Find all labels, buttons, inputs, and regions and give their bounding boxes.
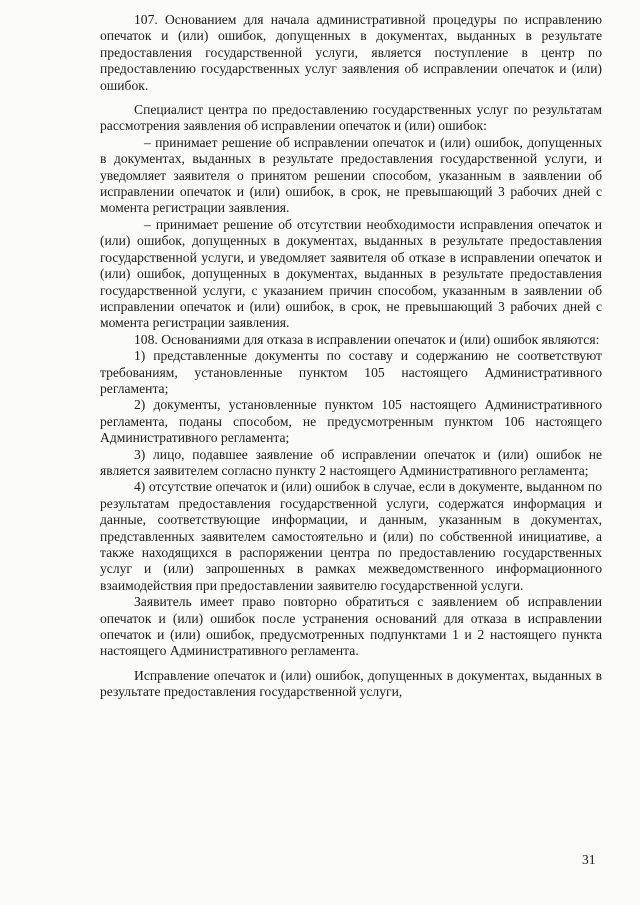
paragraph-p-dash1: – принимает решение об исправлении опечаток и (или) ошибок, допущенных в документах, выданных в результате предоставления государственной услуги, и уведомляет заявителя о принятом решении способом, указанным в заявлении об исправлении опечаток и (или) ошибок, в срок, не превышающий 3 рабочих дней с момента регистрации заявления. (100, 134, 602, 216)
paragraph-p-specialist: Специалист центра по предоставлению государственных услуг по результатам рассмотрения заявления об исправлении опечаток и (или) ошибок: (100, 102, 602, 134)
page-number: 31 (582, 852, 596, 867)
paragraph-p-correction: Исправление опечаток и (или) ошибок, допущенных в документах, выданных в результате предоставления государственной услуги, (100, 667, 602, 700)
paragraph-p108-4: 4) отсутствие опечаток и (или) ошибок в случае, если в документе, выданном по результатам предоставления государственной услуги, содержатся информация и данные, соответствующие информации, и данным, указанным в документах, представленных заявителем самостоятельно и (или) по собственной инициативе, а также находящихся в распоряжении центра по предоставлению государственных услуг и (или) запрошенных в рамках межведомственного информационного взаимодействия при предоставлении заявителю государственной услуги. (100, 479, 602, 593)
paragraph-p108-3: 3) лицо, подавшее заявление об исправлении опечаток и (или) ошибок не является заявителем согласно пункту 2 настоящего Административного регламента; (100, 446, 602, 478)
paragraph-p108: 108. Основаниями для отказа в исправлении опечаток и (или) ошибок являются: (134, 331, 600, 347)
document-body (100, 12, 602, 701)
paragraph-p-dash2: – принимает решение об отсутствии необходимости исправления опечаток и (или) ошибок, допущенных в документах, выданных в результате предоставления государственной услуги, и уведомляет заявителя об отказе в исправлении опечаток и (или) ошибок, допущенных в документах, выданных в результате предоставления государственной услуги, с указанием причин способом, указанным в заявлении об исправлении опечаток и (или) ошибок, в срок, не превышающий 3 рабочих дней с момента регистрации заявления. (100, 216, 602, 331)
paragraph-p107: 107. Основанием для начала административной процедуры по исправлению опечаток и (или) ошибок, допущенных в документах, выданных в результате предоставления государственной услуги, является поступление в центр по предоставлению государственных услуг заявления об исправлении опечаток и (или) ошибок. (100, 12, 602, 93)
paragraph-p108-1: 1) представленные документы по составу и содержанию не соответствуют требованиям, установленные пунктом 105 настоящего Административного регламента; (100, 348, 602, 396)
paragraph-p108-2: 2) документы, установленные пунктом 105 настоящего Административного регламента, поданы способом, не предусмотренным пунктом 106 настоящего Административного регламента; (100, 397, 602, 446)
paragraph-p-repeat: Заявитель имеет право повторно обратиться с заявлением об исправлении опечаток и (или) ошибок после устранения оснований для отказа в исправлении опечаток и (или) ошибок, предусмотренных подпунктами 1 и 2 настоящего пункта настоящего Административного регламента. (100, 594, 602, 659)
